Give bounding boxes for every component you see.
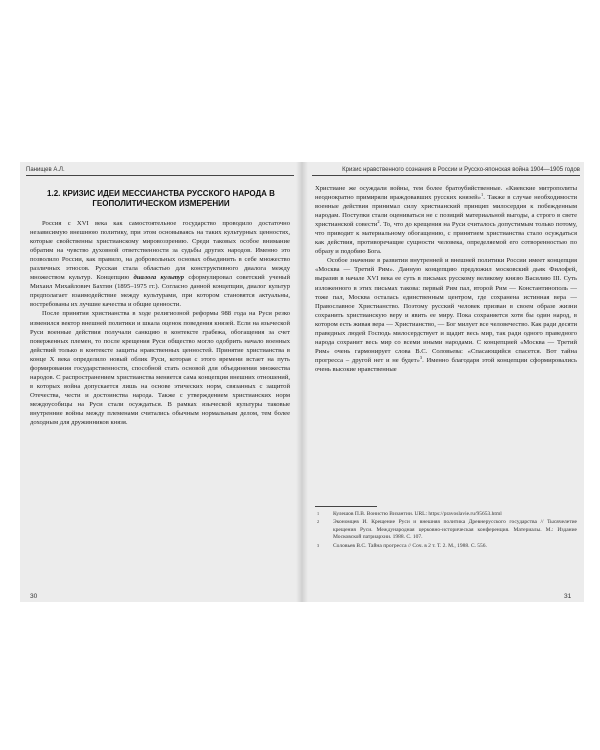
footnote-ref-3: 3 xyxy=(419,354,423,360)
book-gutter xyxy=(296,162,308,602)
right-running-header: Кризис нравственного сознания в России и Русско-японская война 1904—1905 годов xyxy=(342,167,580,173)
right-p1-text-c: . То, что до крещения на Руси считалось допустимым только потому, что приводит к материальному обогащению, с принятием христианства стало осуждаться как действия, противоречащие сущности человека, определяемой его сотворенностью по образу и подобию Бога. xyxy=(315,221,577,256)
right-page-number: 31 xyxy=(564,593,572,600)
footnote-text: Кулешов П.В. Вонистю Византии. URL: https://pravoslavie.ru/95653.html xyxy=(333,511,502,517)
left-p1-text-b: сформулировал советский ученый Михаил Михайлович Бахтин (1895–1975 гг.). Согласно данной концепции, диалог культур предполагает взаимодействие между культурами, при котором становятся актуальны, востребованы их лучшие качества и общие ценности. xyxy=(30,274,291,309)
left-body-text xyxy=(30,219,290,427)
left-running-header: Панищев А.Л. xyxy=(26,167,65,173)
emphasis-dialog-of-cultures: диалога культур xyxy=(133,274,185,282)
footnote-text: Соловьев В.С. Тайна прогресса // Соч. в 2 т. Т. 2. М., 1988. С. 556. xyxy=(333,542,487,549)
left-header-rule xyxy=(26,175,294,176)
section-title: 1.2. КРИЗИС ИДЕИ МЕССИАНСТВА РУССКОГО НАРОДА В ГЕОПОЛИТИЧЕСКОМ ИЗМЕРЕНИИ xyxy=(47,189,275,209)
footnote-number: 2 xyxy=(317,519,320,525)
footnote-1 xyxy=(315,511,577,518)
right-body-text xyxy=(315,184,577,374)
footnote-ref-1: 1 xyxy=(481,191,484,197)
footnote-2 xyxy=(315,519,577,541)
right-p1-text-a: Христиане же осуждали войны, тем более братоубийственные. «Киевские митрополиты неоднократно примиряли враждовавших русских князей» xyxy=(315,185,577,202)
footnote-ref-2: 2 xyxy=(377,219,380,224)
footnote-number: 3 xyxy=(317,542,320,548)
right-p2-text-b: . Именно благодаря этой концепции сформировались очень высокие нравственные xyxy=(315,356,577,373)
left-page-number: 30 xyxy=(30,593,38,600)
footnote-rule xyxy=(315,506,377,507)
left-paragraph-1 xyxy=(30,219,290,309)
left-paragraph-2: После принятия христианства в ходе религиозной реформы 988 года на Руси резко изменился вектор внешней политики и шкала оценок поведения князей. Если на языческой Руси военные действия получали санкцию в контексте грабежа, обогащения за счет поверженных племен, то после крещения Руси общество могло одобрить начало военных действий только в контексте защиты нравственных ценностей. Принятие христианства в конце X века определило новый облик Руси, которая с этого времени встает на путь формирования государственности, способной стать основой для объединения множества народов. С распространением христианства меняется сама концепция внешних отношений, в которых война допускается лишь на основе этических норм, связанных с защитой Отечества, чести и достоинства народа. Также с утверждением христианских норм междоусобицы на Руси стали осуждаться. В рамках языческой культуры таковые внутренние войны между племенами считались обычным нормальным делом, тем более доходным для дружинников князя. xyxy=(30,310,290,427)
left-p1-text-a: Россия с XVI века как самостоятельное государство проводило достаточно независимую внешнюю политику, при этом основываясь на таких культурных ценностях, которые свойственны христианскому мировоззрению. Среди таковых особое внимание обратим на чувство духовной ответственности за судьбы других народов. Именно это позволило России, как правило, на добровольных основах объединить в себе множество различных этносов. Русская стала областью для конструктивного диалога между множеством культур. Концепцию xyxy=(30,220,290,282)
footnotes xyxy=(315,511,577,551)
right-p2-text-a: Особое значение в развитии внутренней и внешней политики России имеет концепция «Москва — Третий Рим». Данную концепцию предложил московский дьяк Филофей, выразив в начале XVI века ее суть в письмах русскому великому князю Василию III. Суть изложенного в этих письмах такова: первый Рим пал, второй Рим — Константинополь — тоже пал, Москва осталась единственным центром, где сохранена истинная вера — Православное Христианство. Поэтому русский человек призван в своем образе жизни сохранить христианскую веру и явить ее миру. Пока сохраняется хотя бы один народ, в котором есть живая вера — Христианство, — Бог милует все человечество. Как ради десяти праведных людей Господь милосердствует и щадит весь мир, так ради одного праведного народа сохранит весь мир со всеми иными народами. С концепцией «Москва — Третий Рим» очень гармонирует слова В.С. Соловьева: «Спасающийся спасется. Вот тайна прогресса – другой нет и не будет» xyxy=(315,257,577,364)
right-paragraph-2 xyxy=(315,256,577,374)
right-p1-text-b: . Также в случае необходимости военные действия принимал силу христианский принцип милосердия к побежденным народам. Поступки стали оцениваться не с позиций материальной выгоды, а строго в свете христианской совести xyxy=(315,194,577,229)
right-header-rule xyxy=(312,175,580,176)
footnote-text: Экономцев И. Крещение Руси и внешняя политика Древнерусского государства // Тысячелетие крещения Руси. Международная церковно-историческая конференция. Материалы. М.: Издание Московской патриархии. 1988. С. 107. xyxy=(333,519,577,541)
right-paragraph-1 xyxy=(315,184,577,256)
footnote-3 xyxy=(315,543,577,550)
footnote-number: 1 xyxy=(317,511,320,516)
